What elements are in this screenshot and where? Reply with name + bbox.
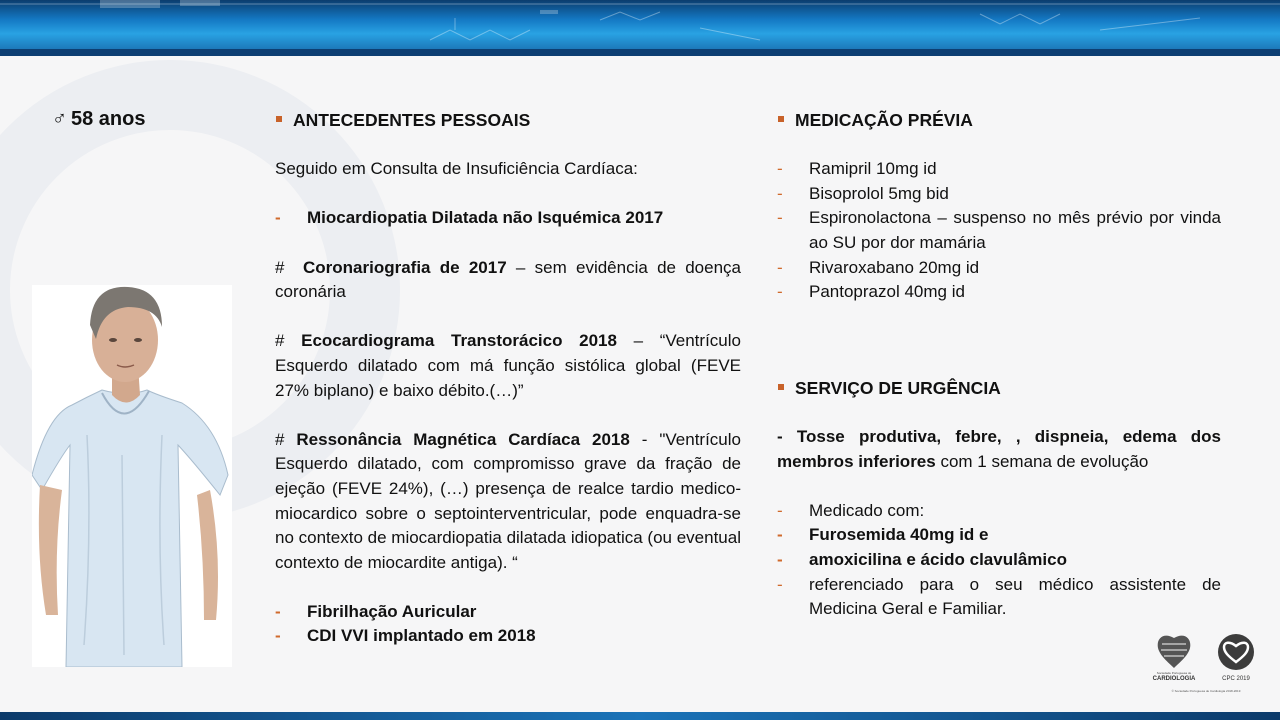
cpc-heart-logo-icon xyxy=(1218,634,1254,670)
dash-bullet-icon: - xyxy=(777,500,783,520)
urgencia-symptoms: - Tosse produtiva, febre, , dispneia, edema dos membros inferiores com 1 semana de evolução xyxy=(777,426,1221,471)
medicacao-heading: MEDICAÇÃO PRÉVIA xyxy=(777,108,1221,133)
antecedentes-heading: ANTECEDENTES PESSOAIS xyxy=(275,108,741,133)
dash-bullet-icon: - xyxy=(777,525,783,545)
dash-bullet-icon: - xyxy=(777,574,783,594)
medication-item: - Rivaroxabano 20mg id xyxy=(777,256,1221,281)
dash-bullet-icon: - xyxy=(777,549,783,569)
dash-bullet-icon: - xyxy=(275,626,281,646)
patient-age-label xyxy=(52,108,145,131)
male-symbol-icon: ♂ xyxy=(52,108,67,130)
urgencia-heading: SERVIÇO DE URGÊNCIA xyxy=(777,376,1221,401)
footer-bar xyxy=(0,712,1280,720)
dash-bullet-icon: - xyxy=(777,282,783,302)
bullet-square-icon xyxy=(778,116,784,122)
urgencia-item: - amoxicilina e ácido clavulâmico xyxy=(777,548,1221,573)
list-item: - CDI VVI implantado em 2018 xyxy=(275,624,741,649)
logo-copyright: © Sociedade Portuguesa de Cardiologia 2018-2019 xyxy=(1171,689,1241,693)
dash-bullet-icon: - xyxy=(275,208,281,228)
list-item: - Fibrilhação Auricular xyxy=(275,600,741,625)
patient-age: 58 anos xyxy=(71,108,146,130)
dash-bullet-icon: - xyxy=(777,257,783,277)
spc-title: CARDIOLOGIA xyxy=(1152,676,1196,682)
right-column xyxy=(777,108,1221,622)
spc-subtitle: Sociedade Portuguesa de xyxy=(1156,671,1192,675)
medication-item: - Pantoprazol 40mg id xyxy=(777,280,1221,305)
banner-molecule-pattern xyxy=(0,0,1280,56)
banner-divider xyxy=(0,49,1280,56)
dash-bullet-icon: - xyxy=(777,183,783,203)
cpc-label: CPC 2019 xyxy=(1222,676,1250,682)
medication-item: - Bisoprolol 5mg bid xyxy=(777,182,1221,207)
antecedentes-column xyxy=(275,108,741,649)
ressonancia-paragraph: # Ressonância Magnética Cardíaca 2018 - "Ventrículo Esquerdo dilatado, com compromisso grave da fração de ejeção (FEVE 24%), (…) presença de realce tardio medico-miocardico sobre o septointerventricular, pode enquadra-se no contexto de miocardiopatia dilatada idiopatica (ou eventual contexto de miocardite antiga). “ xyxy=(275,429,741,572)
header-banner xyxy=(0,0,1280,56)
coronariografia-paragraph: # Coronariografia de 2017 – sem evidência de doença coronária xyxy=(275,257,742,302)
dash-bullet-icon: - xyxy=(777,208,783,228)
urgencia-item: - referenciado para o seu médico assistente de Medicina Geral e Familiar. xyxy=(777,574,1221,619)
medication-item: - Espironolactona – suspenso no mês prévio por vinda ao SU por dor mamária xyxy=(777,208,1221,252)
patient-figure xyxy=(32,285,232,667)
ecocardiograma-paragraph: # Ecocardiograma Transtorácico 2018 – “Ventrículo Esquerdo dilatado com má função sistólica global (FEVE 27% biplano) e baixo débito.(…)” xyxy=(275,331,741,400)
spc-heart-logo-icon xyxy=(1158,636,1191,668)
spc-cpc-logos xyxy=(1150,632,1262,696)
patient-illustration xyxy=(32,285,232,667)
urgencia-item: - Medicado com: xyxy=(777,499,1221,524)
bullet-square-icon xyxy=(778,384,784,390)
dash-bullet-icon: - xyxy=(275,601,281,621)
urgencia-item: - Furosemida 40mg id e xyxy=(777,523,1221,548)
antecedentes-intro: Seguido em Consulta de Insuficiência Cardíaca: xyxy=(275,159,638,179)
sponsor-logos xyxy=(1150,632,1262,696)
dash-bullet-icon: - xyxy=(777,159,783,179)
medication-item: - Ramipril 10mg id xyxy=(777,157,1221,182)
bullet-square-icon xyxy=(276,116,282,122)
list-item: - Miocardiopatia Dilatada não Isquémica 2017 xyxy=(275,206,741,231)
